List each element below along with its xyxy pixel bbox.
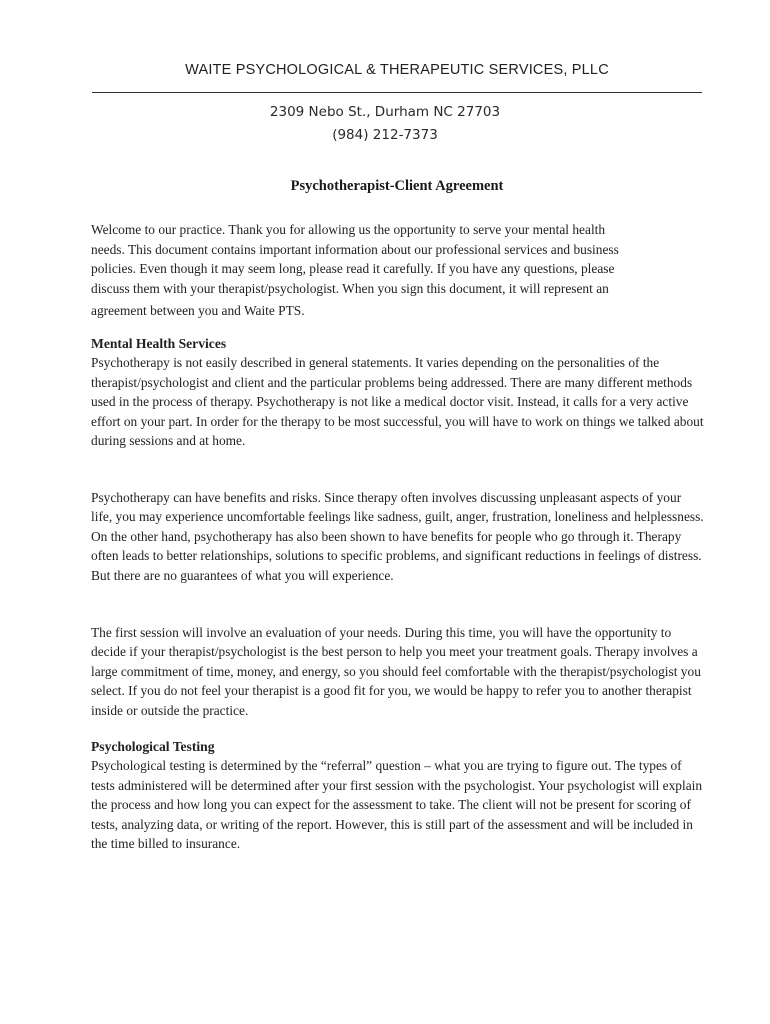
intro-line: needs. This document contains important information about our professional services and business	[91, 241, 619, 257]
section-paragraph: Psychotherapy is not easily described in general statements. It varies depending on the personalities of the therapist/psychologist and client and the particular problems being addressed. There are many different methods used in the process of therapy. Psychotherapy is not like a medical doctor visit. Instead, it calls for a very active effort on your part. In order for the therapy to be most successful, you will have to work on things we talked about during sessions and at home.	[91, 355, 704, 449]
section-paragraph: Psychotherapy can have benefits and risks. Since therapy often involves discussing unpleasant aspects of your life, you may experience uncomfortable feelings like sadness, guilt, anger, frustration, loneliness and helplessness. On the other hand, psychotherapy has also been shown to have benefits for people who go through it. Therapy often leads to better relationships, solutions to specific problems, and significant reductions in feelings of distress. But there are no guarantees of what you will experience.	[91, 490, 704, 583]
intro-line: Welcome to our practice. Thank you for allowing us the opportunity to serve your mental health	[91, 222, 606, 237]
section-mental-health	[91, 334, 705, 450]
intro-line: agreement between you and Waite PTS.	[91, 303, 305, 319]
section-heading: Mental Health Services	[91, 336, 227, 351]
intro-paragraph	[91, 220, 705, 321]
header-divider	[92, 92, 702, 93]
document-title: Psychotherapist-Client Agreement	[290, 178, 504, 194]
section-psychological-testing	[91, 737, 705, 853]
company-address: 2309 Nebo St., Durham NC 27703	[269, 104, 501, 120]
section-paragraph: The first session will involve an evaluation of your needs. During this time, you will have the opportunity to decide if your therapist/psychologist is the best person to help you meet your treatment goals. Therapy involves a large commitment of time, money, and energy, so you should feel comfortable with the therapist/psychologist you select. If you do not feel your therapist is a good fit for you, we would be happy to refer you to another therapist inside or outside the practice.	[91, 625, 701, 718]
intro-line: discuss them with your therapist/psychologist. When you sign this document, it will represent an	[91, 280, 609, 296]
intro-line: policies. Even though it may seem long, please read it carefully. If you have any questions, please	[91, 261, 615, 277]
company-name: WAITE PSYCHOLOGICAL & THERAPEUTIC SERVICES, PLLC	[185, 62, 609, 78]
contact-block	[92, 101, 678, 147]
company-phone: (984) 212-7373	[332, 127, 438, 143]
section-heading: Psychological Testing	[91, 739, 215, 754]
section-paragraph-benefits	[91, 488, 705, 585]
section-paragraph: Psychological testing is determined by the “referral” question – what you are trying to figure out. The types of tests administered will be determined after your first session with the psychologist. Your psychologist will explain the process and how long you can expect for the assessment to take. The client will not be present for scoring of tests, analyzing data, or writing of the report. However, this is still part of the assessment and will be included in the time billed to insurance.	[91, 758, 703, 852]
section-paragraph-first-session	[91, 623, 705, 720]
